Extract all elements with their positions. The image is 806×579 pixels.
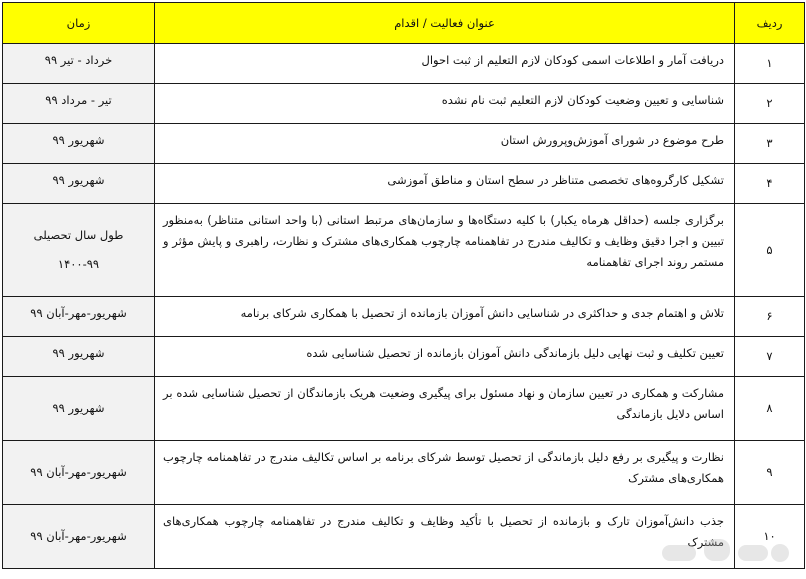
- row-num: ۵: [735, 204, 805, 297]
- header-time: زمان: [3, 3, 155, 44]
- row-time: طول سال تحصیلی ۱۴۰۰-۹۹: [3, 204, 155, 297]
- table-row: [3, 441, 805, 505]
- row-num: ۱۰: [735, 505, 805, 569]
- row-time: شهریور ۹۹: [3, 337, 155, 377]
- table-row: [3, 44, 805, 84]
- row-title: تعیین تکلیف و ثبت نهایی دلیل بازماندگی دانش آموزان بازمانده از تحصیل شناسایی شده: [155, 337, 735, 377]
- row-title: نظارت و پیگیری بر رفع دلیل بازماندگی از تحصیل توسط شرکای برنامه بر اساس تکالیف مندرج در تفاهمنامه چارچوب همکاری‌های مشترک: [155, 441, 735, 505]
- row-title: تشکیل کارگروه‌های تخصصی متناظر در سطح استان و مناطق آموزشی: [155, 164, 735, 204]
- table-row: [3, 164, 805, 204]
- row-title: دریافت آمار و اطلاعات اسمی کودکان لازم التعلیم از ثبت احوال: [155, 44, 735, 84]
- row-title: تلاش و اهتمام جدی و حداکثری در شناسایی دانش آموزان بازمانده از تحصیل با همکاری شرکای برنامه: [155, 297, 735, 337]
- row-time: شهریور-مهر-آبان ۹۹: [3, 297, 155, 337]
- header-title: عنوان فعالیت / اقدام: [155, 3, 735, 44]
- table-row: [3, 297, 805, 337]
- header-row: [3, 3, 805, 44]
- row-title: طرح موضوع در شورای آموزش‌وپرورش استان: [155, 124, 735, 164]
- row-time: خرداد - تیر ۹۹: [3, 44, 155, 84]
- row-title: مشارکت و همکاری در تعیین سازمان و نهاد مسئول برای پیگیری وضعیت هریک بازماندگان از تحصیل شناسایی شده بر اساس دلایل بازماندگی: [155, 377, 735, 441]
- table-row: [3, 377, 805, 441]
- row-num: ۴: [735, 164, 805, 204]
- row-num: ۹: [735, 441, 805, 505]
- table-row: [3, 337, 805, 377]
- row-time: شهریور-مهر-آبان ۹۹: [3, 441, 155, 505]
- watermark-logo: [652, 525, 802, 575]
- row-title: جذب دانش‌آموزان تارک و بازمانده از تحصیل با تأکید وظایف و تکالیف مندرج در تفاهمنامه چارچوب همکاری‌های مشترک: [155, 505, 735, 569]
- row-title: برگزاری جلسه (حداقل هرماه یکبار) با کلیه دستگاه‌ها و سازمان‌های مرتبط استانی (با واحد استانی متناظر) به‌منظور تبیین و اجرا دقیق وظایف و تکالیف مندرج در تفاهمنامه چارچوب همکاری‌های مشترک و نظارت، راهبری و پایش مؤثر و مستمر روند اجرای تفاهمنامه: [155, 204, 735, 297]
- table-row: [3, 84, 805, 124]
- row-time: شهریور-مهر-آبان ۹۹: [3, 505, 155, 569]
- row-num: ۸: [735, 377, 805, 441]
- row-num: ۶: [735, 297, 805, 337]
- row-num: ۲: [735, 84, 805, 124]
- activity-table: [2, 2, 805, 569]
- row-time: شهریور ۹۹: [3, 164, 155, 204]
- row-time: شهریور ۹۹: [3, 124, 155, 164]
- header-num: ردیف: [735, 3, 805, 44]
- row-num: ۱: [735, 44, 805, 84]
- table-row: [3, 124, 805, 164]
- row-num: ۷: [735, 337, 805, 377]
- row-num: ۳: [735, 124, 805, 164]
- row-title: شناسایی و تعیین وضعیت کودکان لازم التعلیم ثبت نام نشده: [155, 84, 735, 124]
- row-time: تیر - مرداد ۹۹: [3, 84, 155, 124]
- row-time: شهریور ۹۹: [3, 377, 155, 441]
- table-row: [3, 204, 805, 297]
